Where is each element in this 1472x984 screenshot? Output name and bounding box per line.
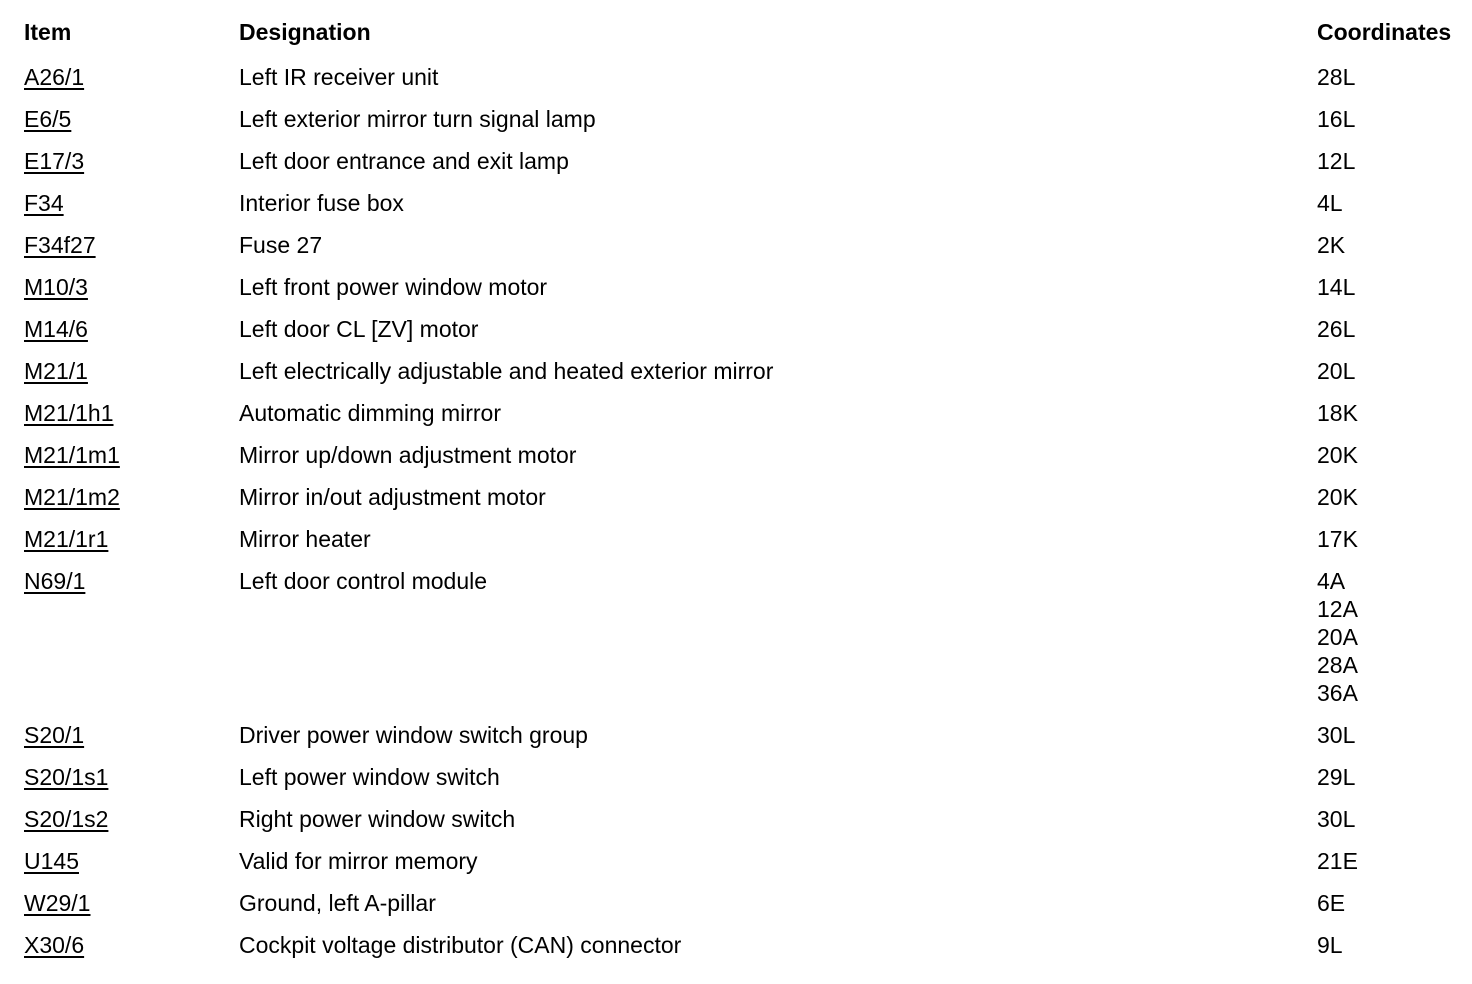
- table-row: [24, 56, 1464, 98]
- item-link[interactable]: W29/1: [24, 890, 91, 916]
- coordinates-cell: [1317, 231, 1464, 259]
- item-cell: [24, 399, 239, 427]
- table-row: [24, 882, 1464, 924]
- table-row: [24, 308, 1464, 350]
- coordinate-value: 21E: [1317, 848, 1358, 874]
- table-row: [24, 518, 1464, 560]
- item-link[interactable]: S20/1s2: [24, 806, 109, 832]
- item-link[interactable]: E17/3: [24, 148, 85, 174]
- coordinates-cell: [1317, 889, 1464, 917]
- designation-cell: Cockpit voltage distributor (CAN) connector: [239, 932, 682, 958]
- item-cell: [24, 357, 239, 385]
- item-link[interactable]: M21/1h1: [24, 400, 114, 426]
- table-row: [24, 924, 1464, 966]
- item-cell: [24, 315, 239, 343]
- designation-cell: Mirror heater: [239, 526, 371, 552]
- coordinate-value: 4L: [1317, 190, 1343, 216]
- table-row: [24, 798, 1464, 840]
- designation-cell: Left exterior mirror turn signal lamp: [239, 106, 596, 132]
- item-cell: [24, 931, 239, 959]
- item-link[interactable]: M21/1m2: [24, 484, 120, 510]
- coordinate-value: 6E: [1317, 890, 1346, 916]
- item-link[interactable]: M21/1r1: [24, 526, 109, 552]
- table-row: [24, 476, 1464, 518]
- coordinates-cell: [1317, 273, 1464, 301]
- item-cell: [24, 105, 239, 133]
- coordinates-cell: [1317, 441, 1464, 469]
- designation-cell: Left door entrance and exit lamp: [239, 148, 569, 174]
- item-cell: [24, 441, 239, 469]
- header-coordinates: Coordinates: [1317, 19, 1452, 45]
- coordinates-cell: [1317, 315, 1464, 343]
- item-cell: [24, 525, 239, 553]
- designation-cell: Automatic dimming mirror: [239, 400, 501, 426]
- table-row: [24, 98, 1464, 140]
- coordinates-cell: [1317, 567, 1464, 707]
- designation-cell: Left door control module: [239, 568, 488, 594]
- coordinate-value: 14L: [1317, 274, 1356, 300]
- item-cell: [24, 721, 239, 749]
- designation-cell: Interior fuse box: [239, 190, 404, 216]
- component-legend-table: [24, 14, 1464, 966]
- item-link[interactable]: S20/1: [24, 722, 85, 748]
- item-link[interactable]: U145: [24, 848, 79, 874]
- coordinates-cell: [1317, 357, 1464, 385]
- item-cell: [24, 273, 239, 301]
- item-link[interactable]: S20/1s1: [24, 764, 109, 790]
- coordinates-cell: [1317, 525, 1464, 553]
- designation-cell: Valid for mirror memory: [239, 848, 478, 874]
- item-cell: [24, 231, 239, 259]
- coordinate-value: 30L: [1317, 806, 1356, 832]
- coordinate-value: 20L: [1317, 358, 1356, 384]
- coordinate-value: 36A: [1317, 680, 1358, 706]
- table-row: [24, 434, 1464, 476]
- coordinates-cell: [1317, 847, 1464, 875]
- coordinates-cell: [1317, 147, 1464, 175]
- table-body: [24, 56, 1464, 966]
- item-cell: [24, 483, 239, 511]
- coordinate-value: 9L: [1317, 932, 1343, 958]
- designation-cell: Right power window switch: [239, 806, 516, 832]
- item-link[interactable]: F34f27: [24, 232, 96, 258]
- coordinates-cell: [1317, 189, 1464, 217]
- table-row: [24, 560, 1464, 714]
- item-link[interactable]: E6/5: [24, 106, 72, 132]
- coordinates-cell: [1317, 931, 1464, 959]
- designation-cell: Left front power window motor: [239, 274, 548, 300]
- table-row: [24, 266, 1464, 308]
- item-link[interactable]: X30/6: [24, 932, 85, 958]
- table-row: [24, 140, 1464, 182]
- designation-cell: Left power window switch: [239, 764, 500, 790]
- coordinate-value: 12A: [1317, 596, 1358, 622]
- table-row: [24, 224, 1464, 266]
- coordinate-value: 20A: [1317, 624, 1358, 650]
- item-link[interactable]: M21/1m1: [24, 442, 120, 468]
- item-cell: [24, 147, 239, 175]
- coordinates-cell: [1317, 105, 1464, 133]
- item-link[interactable]: M10/3: [24, 274, 88, 300]
- coordinate-value: 17K: [1317, 526, 1358, 552]
- coordinates-cell: [1317, 63, 1464, 91]
- item-link[interactable]: F34: [24, 190, 64, 216]
- header-item: Item: [24, 19, 72, 45]
- coordinates-cell: [1317, 721, 1464, 749]
- designation-cell: Left door CL [ZV] motor: [239, 316, 479, 342]
- item-link[interactable]: M14/6: [24, 316, 88, 342]
- item-cell: [24, 805, 239, 833]
- coordinates-cell: [1317, 399, 1464, 427]
- coordinate-value: 2K: [1317, 232, 1346, 258]
- coordinate-value: 4A: [1317, 568, 1346, 594]
- table-header-row: [24, 14, 1464, 56]
- designation-cell: Left IR receiver unit: [239, 64, 439, 90]
- item-cell: [24, 567, 239, 595]
- designation-cell: Ground, left A-pillar: [239, 890, 436, 916]
- coordinate-value: 26L: [1317, 316, 1356, 342]
- designation-cell: Left electrically adjustable and heated exterior mirror: [239, 358, 774, 384]
- table-row: [24, 714, 1464, 756]
- designation-cell: Mirror in/out adjustment motor: [239, 484, 546, 510]
- item-cell: [24, 189, 239, 217]
- table-row: [24, 350, 1464, 392]
- table-row: [24, 392, 1464, 434]
- coordinates-cell: [1317, 805, 1464, 833]
- coordinate-value: 16L: [1317, 106, 1356, 132]
- item-cell: [24, 889, 239, 917]
- table-row: [24, 756, 1464, 798]
- item-link[interactable]: N69/1: [24, 568, 86, 594]
- item-link[interactable]: M21/1: [24, 358, 88, 384]
- coordinate-value: 30L: [1317, 722, 1356, 748]
- coordinate-value: 28L: [1317, 64, 1356, 90]
- designation-cell: Driver power window switch group: [239, 722, 588, 748]
- item-link[interactable]: A26/1: [24, 64, 85, 90]
- coordinates-cell: [1317, 763, 1464, 791]
- coordinate-value: 20K: [1317, 484, 1358, 510]
- coordinate-value: 20K: [1317, 442, 1358, 468]
- item-cell: [24, 847, 239, 875]
- designation-cell: Mirror up/down adjustment motor: [239, 442, 577, 468]
- coordinate-value: 12L: [1317, 148, 1356, 174]
- coordinate-value: 18K: [1317, 400, 1358, 426]
- header-designation: Designation: [239, 19, 371, 45]
- table-row: [24, 182, 1464, 224]
- table-row: [24, 840, 1464, 882]
- coordinate-value: 28A: [1317, 652, 1358, 678]
- coordinates-cell: [1317, 483, 1464, 511]
- item-cell: [24, 63, 239, 91]
- coordinate-value: 29L: [1317, 764, 1356, 790]
- designation-cell: Fuse 27: [239, 232, 323, 258]
- item-cell: [24, 763, 239, 791]
